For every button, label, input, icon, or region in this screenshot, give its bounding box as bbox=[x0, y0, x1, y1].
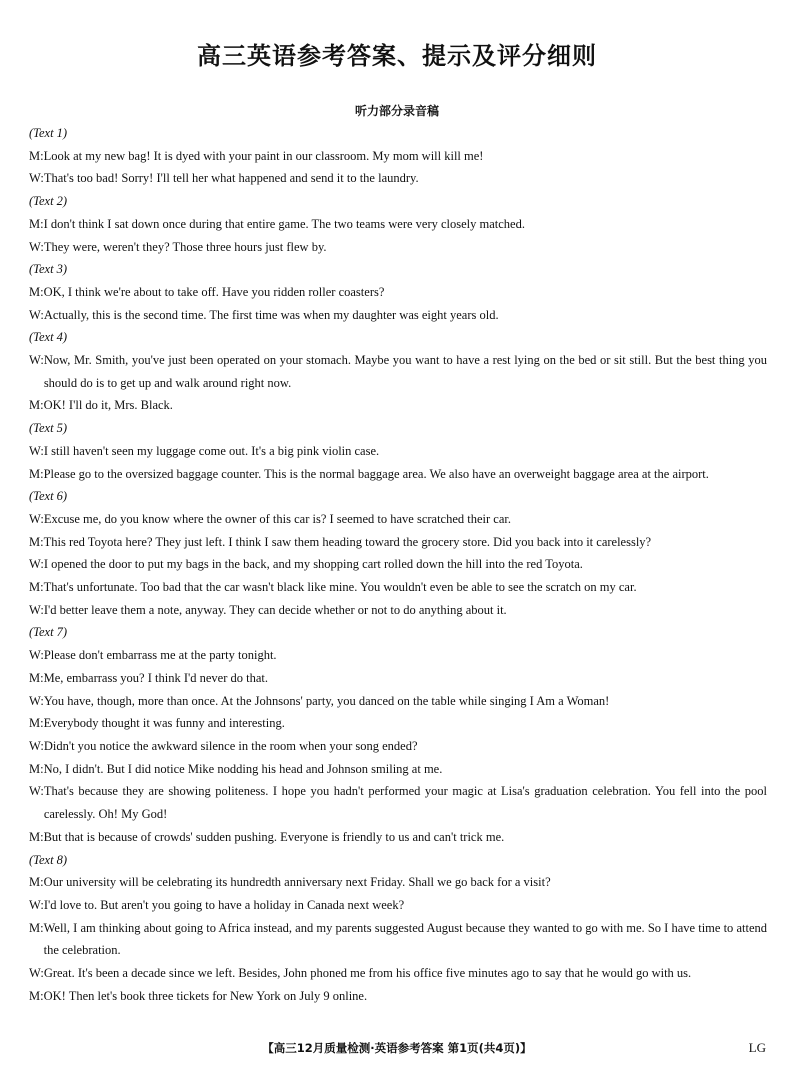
speaker-tag: M: bbox=[29, 216, 44, 231]
dialogue-text: Please go to the oversized baggage counter. This is the normal baggage area. We also have an overweight baggage area at the airport. bbox=[43, 466, 709, 481]
dialogue-line bbox=[29, 985, 767, 1008]
dialogue-text: Excuse me, do you know where the owner of this car is? I seemed to have scratched their car. bbox=[43, 511, 511, 526]
speaker-tag: W: bbox=[29, 897, 44, 912]
dialogue-text: This red Toyota here? They just left. I think I saw them heading toward the grocery store. Did you back into it carelessly? bbox=[43, 534, 652, 549]
dialogue-text: OK, I think we're about to take off. Have you ridden roller coasters? bbox=[43, 284, 385, 299]
footer-code: LG bbox=[748, 1040, 766, 1055]
dialogue-text: Our university will be celebrating its hundredth anniversary next Friday. Shall we go back for a visit? bbox=[43, 875, 551, 890]
text-label: (Text 1) bbox=[29, 126, 68, 140]
dialogue-text: That's too bad! Sorry! I'll tell her what happened and send it to the laundry. bbox=[43, 171, 419, 186]
speaker-tag: M: bbox=[29, 580, 44, 595]
speaker-tag: W: bbox=[29, 307, 44, 322]
speaker-tag: W: bbox=[29, 966, 44, 981]
speaker-tag: M: bbox=[29, 534, 44, 549]
speaker-tag: W: bbox=[29, 443, 44, 458]
dialogue-text: Please don't embarrass me at the party tonight. bbox=[43, 648, 277, 663]
section-subtitle: 听力部分录音稿 bbox=[354, 104, 439, 118]
dialogue-line bbox=[29, 735, 767, 758]
dialogue-line bbox=[29, 236, 767, 259]
speaker-tag: W: bbox=[29, 648, 44, 663]
speaker-tag: W: bbox=[29, 511, 44, 526]
dialogue-line bbox=[29, 644, 767, 667]
speaker-tag: M: bbox=[29, 466, 44, 481]
speaker-tag: M: bbox=[29, 761, 44, 776]
dialogue-line bbox=[29, 281, 767, 304]
speaker-tag: M: bbox=[29, 670, 44, 685]
dialogue-text: Great. It's been a decade since we left. Besides, John phoned me from his office five minutes ago to say that he would go with us. bbox=[43, 966, 692, 981]
speaker-tag: M: bbox=[29, 920, 44, 935]
dialogue-line bbox=[29, 917, 767, 962]
dialogue-line bbox=[29, 349, 767, 394]
text-label: (Text 7) bbox=[29, 625, 68, 640]
text-label: (Text 6) bbox=[29, 489, 68, 504]
dialogue-text: Look at my new bag! It is dyed with your paint in our classroom. My mom will kill me! bbox=[43, 148, 484, 163]
speaker-tag: W: bbox=[29, 171, 44, 186]
speaker-tag: W: bbox=[29, 353, 44, 368]
transcript-body bbox=[29, 122, 767, 1007]
text-label: (Text 5) bbox=[29, 421, 68, 436]
speaker-tag: M: bbox=[29, 398, 44, 413]
dialogue-line bbox=[29, 553, 767, 576]
dialogue-line bbox=[29, 576, 767, 599]
dialogue-line bbox=[29, 758, 767, 781]
dialogue-line bbox=[29, 531, 767, 554]
speaker-tag: W: bbox=[29, 738, 44, 753]
dialogue-text: Didn't you notice the awkward silence in the room when your song ended? bbox=[43, 738, 418, 753]
speaker-tag: M: bbox=[29, 284, 44, 299]
speaker-tag: W: bbox=[29, 239, 44, 254]
dialogue-text: No, I didn't. But I did notice Mike nodding his head and Johnson smiling at me. bbox=[43, 761, 443, 776]
speaker-tag: W: bbox=[29, 602, 44, 617]
dialogue-line bbox=[29, 894, 767, 917]
speaker-tag: M: bbox=[29, 829, 44, 844]
text-label: (Text 8) bbox=[29, 852, 68, 867]
page-title: 高三英语参考答案、提示及评分细则 bbox=[197, 42, 597, 70]
dialogue-text: I'd better leave them a note, anyway. They can decide whether or not to do anything about it. bbox=[43, 602, 507, 617]
text-label: (Text 3) bbox=[29, 262, 68, 277]
dialogue-text: That's because they are showing politeness. I hope you hadn't performed your magic at Lisa's graduation celebration. You fell into the pool carelessly. Oh! My God! bbox=[43, 784, 767, 822]
dialogue-text: They were, weren't they? Those three hours just flew by. bbox=[43, 239, 327, 254]
dialogue-line bbox=[29, 394, 767, 417]
speaker-tag: W: bbox=[29, 693, 44, 708]
dialogue-line bbox=[29, 667, 767, 690]
dialogue-line bbox=[29, 304, 767, 327]
dialogue-line bbox=[29, 213, 767, 236]
speaker-tag: W: bbox=[29, 784, 44, 799]
dialogue-text: You have, though, more than once. At the Johnsons' party, you danced on the table while singing I Am a Woman! bbox=[43, 693, 610, 708]
text-label: (Text 4) bbox=[29, 330, 68, 345]
speaker-tag: W: bbox=[29, 557, 44, 572]
dialogue-text: Actually, this is the second time. The first time was when my daughter was eight years old. bbox=[43, 307, 499, 322]
dialogue-text: Well, I am thinking about going to Africa instead, and my parents suggested August because they wanted to go with me. So I have time to attend the celebration. bbox=[43, 920, 767, 958]
dialogue-text: I'd love to. But aren't you going to have a holiday in Canada next week? bbox=[43, 897, 405, 912]
dialogue-text: I opened the door to put my bags in the back, and my shopping cart rolled down the hill into the red Toyota. bbox=[43, 557, 583, 572]
dialogue-text: OK! I'll do it, Mrs. Black. bbox=[43, 398, 173, 413]
dialogue-line bbox=[29, 167, 767, 190]
dialogue-text: That's unfortunate. Too bad that the car wasn't black like mine. You wouldn't even be able to see the scratch on my car. bbox=[43, 580, 637, 595]
dialogue-line bbox=[29, 440, 767, 463]
dialogue-text: I still haven't seen my luggage come out. It's a big pink violin case. bbox=[43, 443, 380, 458]
speaker-tag: M: bbox=[29, 988, 44, 1003]
dialogue-line bbox=[29, 690, 767, 713]
dialogue-line bbox=[29, 826, 767, 849]
speaker-tag: M: bbox=[29, 148, 44, 163]
dialogue-line bbox=[29, 780, 767, 825]
dialogue-text: OK! Then let's book three tickets for New York on July 9 online. bbox=[43, 988, 368, 1003]
dialogue-line bbox=[29, 145, 767, 168]
dialogue-text: Everybody thought it was funny and interesting. bbox=[43, 716, 285, 731]
dialogue-line bbox=[29, 463, 767, 486]
page-footer: 【高三12月质量检测·英语参考答案 第1页(共4页)】 bbox=[262, 1041, 532, 1055]
speaker-tag: M: bbox=[29, 875, 44, 890]
dialogue-line bbox=[29, 962, 767, 985]
dialogue-text: But that is because of crowds' sudden pushing. Everyone is friendly to us and can't trick me. bbox=[43, 829, 505, 844]
text-label: (Text 2) bbox=[29, 194, 68, 209]
speaker-tag: M: bbox=[29, 716, 44, 731]
dialogue-line bbox=[29, 599, 767, 622]
dialogue-text: Now, Mr. Smith, you've just been operated on your stomach. Maybe you want to have a rest lying on the bed or sit still. But the best thing you should do is to get up and walk around right now. bbox=[43, 353, 767, 390]
dialogue-text: I don't think I sat down once during that entire game. The two teams were very closely matched. bbox=[43, 216, 525, 231]
dialogue-line bbox=[29, 871, 767, 894]
dialogue-text: Me, embarrass you? I think I'd never do that. bbox=[43, 670, 269, 685]
dialogue-line bbox=[29, 712, 767, 735]
dialogue-line bbox=[29, 508, 767, 531]
